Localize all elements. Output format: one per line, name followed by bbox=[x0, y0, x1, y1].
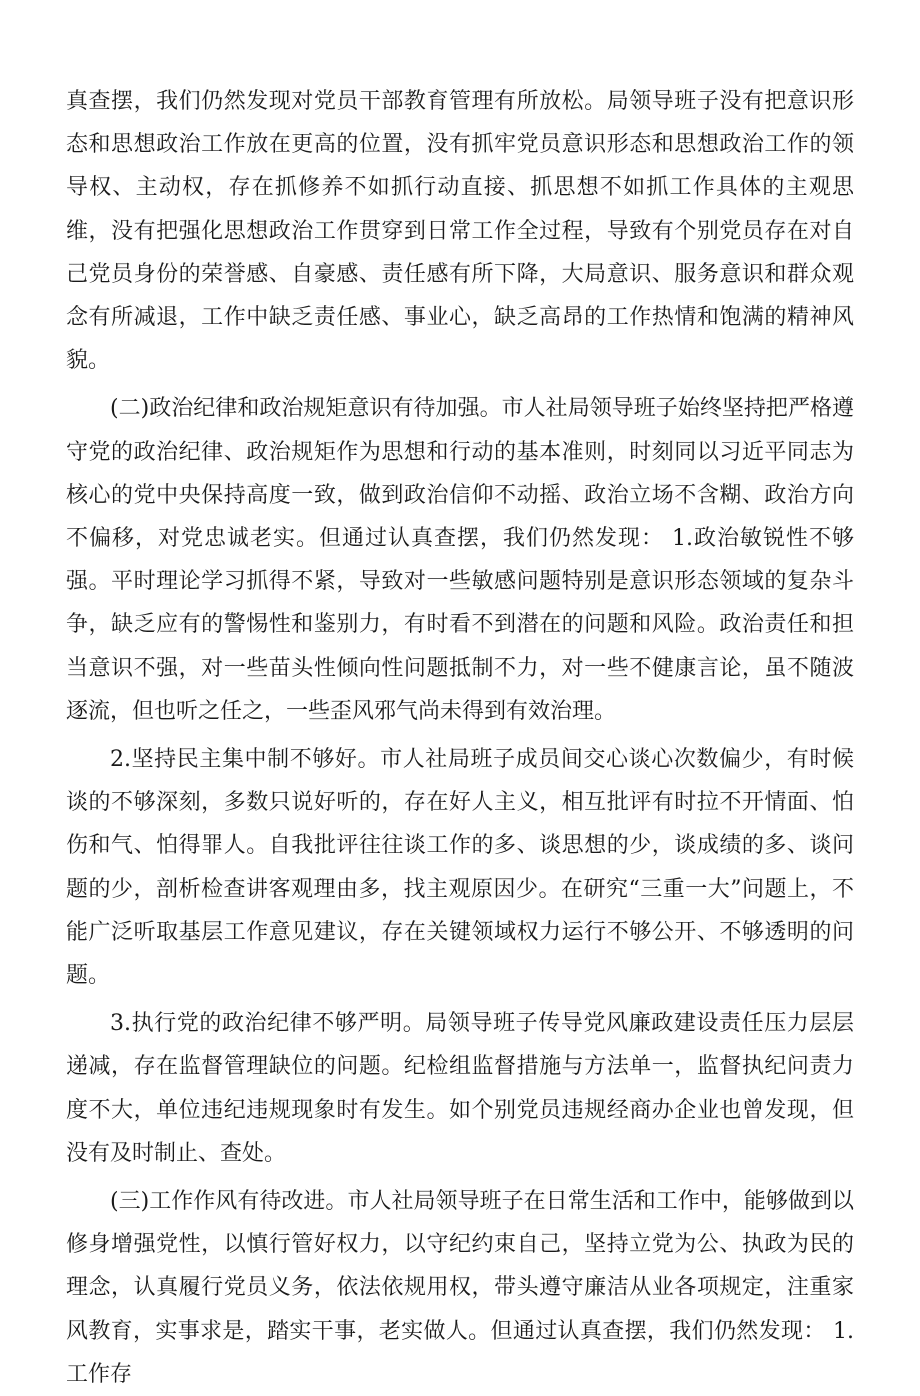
paragraph-item-3: 3.执行党的政治纪律不够严明。局领导班子传导党风廉政建设责任压力层层递减，存在监督管理缺位的问题。纪检组监督措施与方法单一，监督执纪问责力度不大，单位违纪违规现象时有发生。如个别党员违规经商办企业也曾发现，但没有及时制止、查处。 bbox=[66, 1011, 854, 1166]
paragraph-section-2: (二)政治纪律和政治规矩意识有待加强。市人社局领导班子始终坚持把严格遵守党的政治纪律、政治规矩作为思想和行动的基本准则，时刻同以习近平同志为核心的党中央保持高度一致，做到政治信仰不动摇、政治立场不含糊、政治方向不偏移，对党忠诚老实。但通过认真查摆，我们仍然发现： 1.政治敏锐性不够强。平时理论学习抓得不紧，导致对一些敏感问题特别是意识形态领域的复杂斗争，缺乏应有的警惕性和鉴别力，有时看不到潜在的问题和风险。政治责任和担当意识不强，对一些苗头性倾向性问题抵制不力，对一些不健康言论，虽不随波逐流，但也听之任之，一些歪风邪气尚未得到有效治理。 bbox=[66, 396, 854, 724]
paragraph-item-2: 2.坚持民主集中制不够好。市人社局班子成员间交心谈心次数偏少，有时候谈的不够深刻，多数只说好听的，存在好人主义，相互批评有时拉不开情面、怕伤和气、怕得罪人。自我批评往往谈工作的多、谈思想的少，谈成绩的多、谈问题的少，剖析检查讲客观理由多，找主观原因少。在研究“三重一大”问题上，不能广泛听取基层工作意见建议，存在关键领域权力运行不够公开、不够透明的问题。 bbox=[66, 747, 854, 989]
paragraph-continuation: 真查摆，我们仍然发现对党员干部教育管理有所放松。局领导班子没有把意识形态和思想政治工作放在更高的位置，没有抓牢党员意识形态和思想政治工作的领导权、主动权，存在抓修养不如抓行动直接、抓思想不如抓工作具体的主观思维，没有把强化思想政治工作贯穿到日常工作全过程，导致有个别党员存在对自己党员身份的荣誉感、自豪感、责任感有所下降，大局意识、服务意识和群众观念有所减退，工作中缺乏责任感、事业心，缺乏高昂的工作热情和饱满的精神风貌。 bbox=[66, 89, 854, 374]
paragraph-section-3: (三)工作作风有待改进。市人社局领导班子在日常生活和工作中，能够做到以修身增强党性，以慎行管好权力，以守纪约束自己，坚持立党为公、执政为民的理念，认真履行党员义务，依法依规用权，带头遵守廉洁从业各项规定，注重家风教育，实事求是，踏实干事，老实做人。但通过认真查摆，我们仍然发现： 1.工作存 bbox=[66, 1189, 854, 1387]
document-page bbox=[66, 80, 854, 1396]
